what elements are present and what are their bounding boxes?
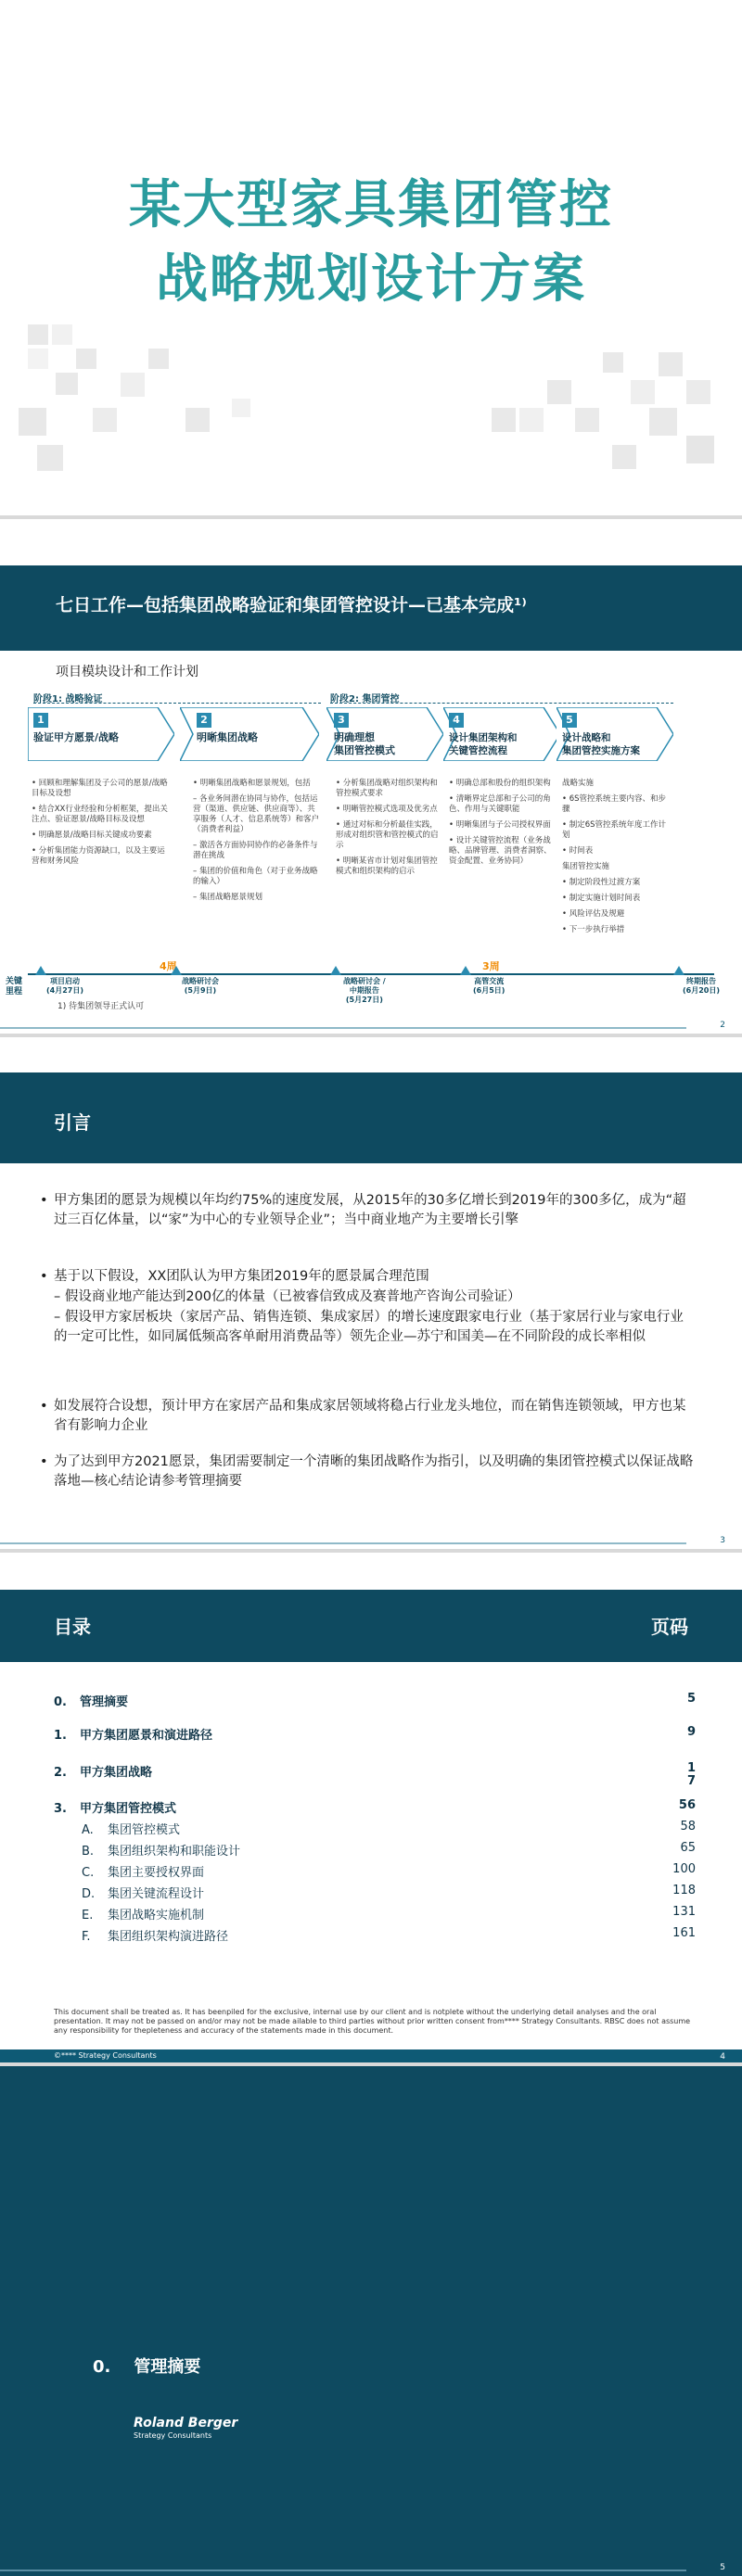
toc-num: 1. [54,1729,67,1743]
toc-page: 58 [680,1820,696,1834]
toc-page-heading: 页码 [651,1616,688,1638]
toc-item[interactable] [54,1798,696,1816]
milestone-marker [171,966,182,975]
footer-line [0,2570,686,2571]
intro-bullet: • 为了达到甲方2021愿景，集团需要制定一个清晰的集团战略作为指引，以及明确的集团管控模式以保证战略落地—核心结论请参考管理摘要 [40,1454,694,1489]
detail-item: • 下一步执行举措 [562,925,625,934]
toc-num: 3. [54,1802,67,1816]
milestone-marker [460,966,471,975]
step-label: 设计战略和 集团管控实施方案 [562,732,640,756]
slide-workplan [0,519,742,1034]
toc-subitem[interactable] [82,1905,696,1922]
step-label: 验证甲方愿景/战略 [33,731,120,743]
decor-square [148,349,169,369]
footer-bar [0,2049,742,2062]
decor-square [492,408,516,432]
step3-details [336,779,440,882]
milestone-label: 战略研讨会 (5月9日) [182,977,219,995]
detail-item: • 时间表 [562,846,594,856]
step-1 [28,707,174,761]
detail-item: • 清晰界定总部和子公司的角色、作用与关键职能 [449,794,551,814]
page-number: 5 [720,2563,725,2572]
detail-item: • 明晰管控模式选项及优劣点 [336,805,438,814]
decor-square [19,408,46,436]
decor-square [686,380,710,404]
bullet-text: 甲方集团的愿景为规模以年均约75%的速度发展，从2015年的30多亿增长到2019年的300多亿，成为“超过三百亿体量，以“家”为中心的专业领导企业”；当中商业地产为主要增长引擎 [54,1193,686,1227]
toc-title: 甲方集团管控模式 [80,1802,177,1816]
toc-page: 9 [686,1725,696,1739]
milestone-axis-label: 关键 里程 [6,977,23,996]
milestone-label: 终期报告 (6月20日) [683,977,721,995]
toc-page: 118 [672,1884,696,1897]
decor-square [28,349,48,369]
decor-square [612,445,636,469]
step-number: 1 [33,713,48,728]
slide-header [0,1590,742,1662]
decor-square [121,373,145,397]
step5-details [562,779,673,941]
intro-bullet: • 基于以下假设，XX团队认为甲方集团2019年的愿景属合理范围 [40,1269,429,1284]
toc-subitem[interactable] [82,1841,696,1859]
weeks-phase2: 3周 [482,960,500,972]
step4-details [449,779,555,872]
toc-page: 5 [686,1692,696,1706]
decor-square [76,349,96,369]
toc-num: C. [82,1866,95,1880]
disclaimer: This document shall be treated as. It has beenpiled for the exclusive, internal use by our client and is notplete without the underlying detail analyses and the oral presentation. It may not be passed on and/or may not be made ailable to third parties without prior written consent from**** Strategy Consultants. RBSC does not assume any responsibility for thepleteness and accuracy of the statements made in this document. [54,2008,691,2035]
toc-page: 1 7 [686,1761,696,1788]
detail-item: 集团管控实施 [562,862,610,871]
decor-square [232,399,250,417]
page-number: 2 [720,1021,725,1030]
milestone-marker [35,966,46,975]
detail-item: – 集团的价值和角色（对于业务战略的输入） [193,867,318,886]
decor-square [603,352,623,373]
toc-item[interactable] [54,1692,696,1709]
milestone-label: 高管交流 (6月5日) [473,977,505,995]
toc-title: 管理摘要 [80,1695,129,1709]
detail-item: – 激活各方面协同协作的必备条件与潜在挑战 [193,841,318,860]
toc-num: F. [82,1930,91,1944]
company-logo: Roland Berger [134,2416,238,2430]
decor-square [631,380,655,404]
toc-subitem[interactable] [82,1884,696,1901]
phase2-label: 阶段2: 集团管控 [330,694,400,704]
toc-item[interactable] [54,1725,696,1743]
slide-subtitle: 项目模块设计和工作计划 [56,665,198,679]
phase1-line [33,703,321,704]
detail-item: • 风险评估及规避 [562,909,625,919]
toc-num: D. [82,1887,96,1901]
step1-details [32,779,169,872]
step-label: 明晰集团战略 [197,731,258,743]
toc-title: 集团组织架构和职能设计 [108,1845,241,1859]
detail-item: • 明晰某省市计划对集团管控模式和组织架构的启示 [336,857,438,876]
section-title: 0. 管理摘要 [93,2357,201,2377]
detail-item: • 分析集团能力资源缺口，以及主要运营和财务风险 [32,846,165,866]
toc-title: 集团主要授权界面 [108,1866,205,1880]
step2-details [193,779,321,908]
timeline-axis [28,973,714,975]
toc-heading: 目录 [54,1616,91,1638]
cover-title-line2: 战略规划设计方案 [156,249,586,310]
toc-num: B. [82,1845,95,1859]
toc-page: 161 [672,1926,696,1940]
toc-title: 甲方集团愿景和演进路径 [80,1729,213,1743]
step-3 [326,707,443,761]
decor-square [547,380,571,404]
slide-header [0,565,742,651]
decor-square [37,445,63,471]
bullet-text: 基于以下假设，XX团队认为甲方集团2019年的愿景属合理范围 [54,1269,429,1284]
step-number: 2 [197,713,211,728]
footer-line [0,1027,686,1029]
detail-item: • 回顾和理解集团及子公司的愿景/战略目标及设想 [32,779,168,798]
phase1-label: 阶段1: 战略验证 [33,694,103,704]
decor-square [649,408,677,436]
toc-page: 56 [678,1798,696,1812]
toc-subitem[interactable] [82,1926,696,1944]
detail-item: – 各业务间潜在协同与协作，包括运营（渠道、供应链、供应商等）、共享服务（人才、信息系统等）和客户（消费者利益） [193,794,320,834]
step-number: 5 [562,713,577,728]
decor-square [686,436,714,463]
detail-item: • 制定6S管控系统年度工作计划 [562,820,667,840]
detail-item: • 6S管控系统主要内容、和步骤 [562,794,667,814]
copyright: ©**** Strategy Consultants [54,2051,157,2060]
toc-title: 集团关键流程设计 [108,1887,205,1901]
toc-item[interactable] [54,1761,696,1788]
step-number: 4 [449,713,464,728]
slide-section-divider [0,2066,742,2576]
decor-square [659,352,683,376]
detail-item: • 制定实施计划时间表 [562,894,641,903]
step-4 [443,707,560,761]
toc-num: E. [82,1909,94,1922]
milestone-marker [673,966,684,975]
toc-title: 集团战略实施机制 [108,1909,205,1922]
decor-square [575,408,599,432]
milestone-label: 战略研讨会 / 中期报告 (5月27日) [343,977,386,1004]
toc-page: 100 [672,1862,696,1876]
intro-bullet: • 如发展符合设想，预计甲方在家居产品和集成家居领域将稳占行业龙头地位，而在销售连锁领域，甲方也某省有影响力企业 [40,1399,686,1433]
decor-square [519,408,544,432]
detail-item: • 明晰集团与子公司授权界面 [449,820,551,830]
detail-item: • 明确愿景/战略目标关键成功要素 [32,831,152,840]
footer-line [0,1542,686,1544]
detail-item: • 通过对标和分析最佳实践，形成对组织管和管控模式的启示 [336,820,439,850]
slide-heading: 引言 [54,1111,91,1134]
toc-num: 2. [54,1766,67,1780]
cover-title-line1: 某大型家具集团管控 [129,175,613,235]
toc-page: 131 [672,1905,696,1919]
cover-title [0,169,742,317]
step-number: 3 [334,713,349,728]
slide-cover [0,0,742,515]
step-2 [180,707,319,761]
toc-num: A. [82,1823,94,1837]
detail-item: • 设计关键管控流程（业务战略、品牌管理、消费者洞察、资金配置、业务协同） [449,836,552,866]
company-logo-tagline: Strategy Consultants [134,2431,212,2440]
slide-toc [0,1553,742,2062]
phase2-line [330,703,673,704]
milestone-marker [330,966,341,975]
slide-intro [0,1037,742,1549]
detail-item: 战略实施 [562,779,595,788]
page-number: 3 [720,1536,725,1545]
weeks-phase1: 4周 [160,960,177,972]
detail-item: • 明确总部和股份的组织架构 [449,779,551,788]
milestone-label: 项目启动 (4月27日) [46,977,84,995]
slide-heading: 七日工作—包括集团战略验证和集团管控设计—已基本完成¹⁾ [56,595,527,615]
intro-sub-bullet: – 假设甲方家居板块（家居产品、销售连锁、集成家居）的增长速度跟家电行业（基于家居行业与家电行业的一定可比性，如同属低频高客单耐用消费品等）领先企业—苏宁和国美—在不同阶段的成长率相似 [54,1310,684,1344]
detail-item: • 制定阶段性过渡方案 [562,878,641,887]
intro-bullet: • 甲方集团的愿景为规模以年均约75%的速度发展，从2015年的30多亿增长到2019年的300多亿，成为“超过三百亿体量，以“家”为中心的专业领导企业”；当中商业地产为主要增长引擎 [40,1193,686,1227]
step-label: 明确理想 集团管控模式 [334,731,395,756]
toc-page: 65 [680,1841,696,1855]
bullet-text: 如发展符合设想，预计甲方在家居产品和集成家居领域将稳占行业龙头地位，而在销售连锁领域，甲方也某省有影响力企业 [54,1399,686,1433]
bullet-text: 为了达到甲方2021愿景，集团需要制定一个清晰的集团战略作为指引，以及明确的集团管控模式以保证战略落地—核心结论请参考管理摘要 [54,1454,694,1489]
detail-item: • 明晰集团战略和愿景规划，包括 [193,779,311,788]
step-label: 设计集团架构和 关键管控流程 [449,732,518,756]
page-number: 4 [720,2052,725,2062]
slide-header [0,1072,742,1163]
detail-item: – 集团战略愿景规划 [193,893,262,902]
intro-sub-bullet: – 假设商业地产能达到200亿的体量（已被睿信致成及赛普地产咨询公司验证） [54,1289,521,1304]
detail-item: • 结合XX行业经验和分析框架，提出关注点、验证愿景/战略目标及设想 [32,805,168,824]
detail-item: • 分析集团战略对组织架构和管控模式要求 [336,779,438,798]
decor-square [186,408,210,432]
step-5 [556,707,673,761]
footnote: 1) 待集团领导正式认可 [58,1002,145,1011]
decor-square [56,373,78,395]
decor-square [93,408,117,432]
decor-square [28,324,48,345]
toc-num: 0. [54,1695,67,1709]
toc-title: 集团组织架构演进路径 [108,1930,229,1944]
toc-subitem[interactable] [82,1820,696,1837]
toc-title: 集团管控模式 [108,1823,181,1837]
toc-title: 甲方集团战略 [80,1766,153,1780]
decor-square [52,324,72,345]
toc-subitem[interactable] [82,1862,696,1880]
